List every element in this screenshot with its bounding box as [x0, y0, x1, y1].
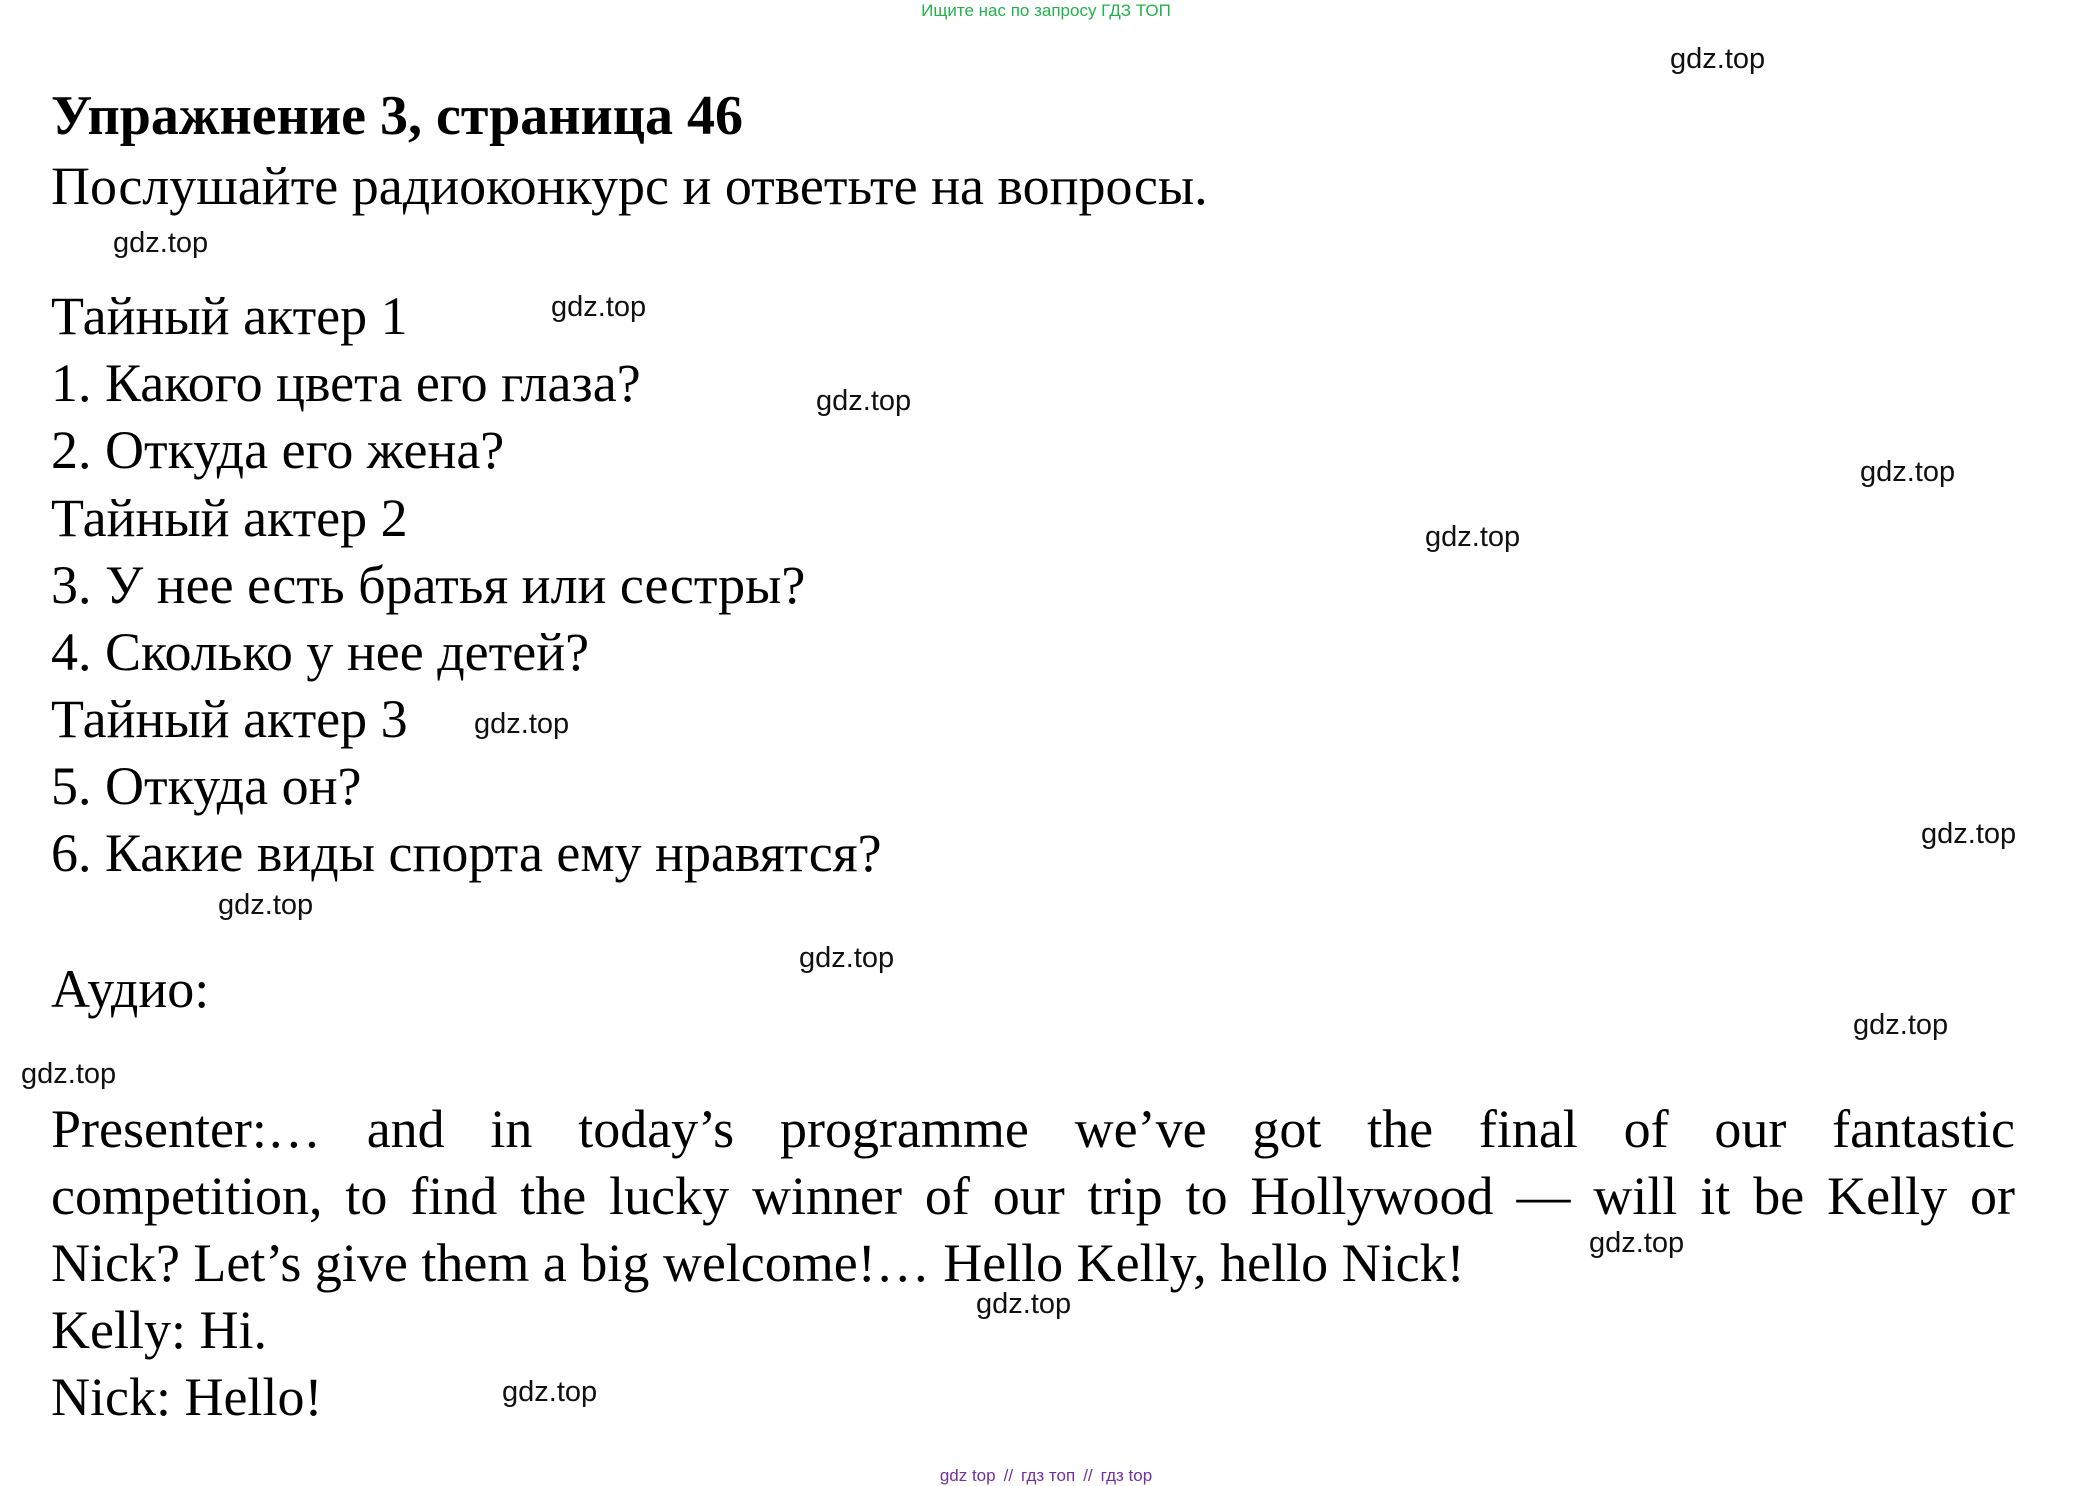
watermark: gdz.top [1589, 1227, 1685, 1259]
footer-part-2: гдз топ [1021, 1466, 1076, 1485]
watermark: gdz.top [551, 291, 647, 323]
question-4: 4. Сколько у нее детей? [51, 622, 590, 682]
kelly-line: Kelly: Hi. [51, 1300, 267, 1360]
watermark: gdz.top [1670, 43, 1766, 75]
footer-separator: // [1003, 1466, 1014, 1485]
footer-separator: // [1083, 1466, 1093, 1485]
watermark: gdz.top [218, 889, 314, 921]
watermark: gdz.top [21, 1058, 117, 1090]
watermark: gdz.top [799, 942, 895, 974]
question-3: 3. У нее есть братья или сестры? [51, 555, 806, 615]
question-5: 5. Откуда он? [51, 756, 362, 816]
watermark: gdz.top [1860, 456, 1956, 488]
audio-transcript [51, 1096, 2015, 1431]
question-6: 6. Какие виды спорта ему нравятся? [51, 823, 882, 883]
audio-label: Аудио: [51, 959, 210, 1019]
watermark: gdz.top [502, 1376, 598, 1408]
top-banner: Ищите нас по запросу ГДЗ ТОП [921, 1, 1171, 20]
watermark: gdz.top [816, 385, 912, 417]
nick-line: Nick: Hello! [51, 1367, 323, 1427]
watermark: gdz.top [1425, 521, 1521, 553]
presenter-line-1: Presenter:… and in today’s programme we’ve got the final of our fantastic [51, 1099, 2015, 1159]
watermark: gdz.top [1853, 1009, 1949, 1041]
footer-watermark [0, 1466, 2092, 1486]
question-1: 1. Какого цвета его глаза? [51, 353, 641, 413]
secret-actor-1-heading: Тайный актер 1 [51, 286, 408, 346]
footer-part-3: гдз top [1100, 1466, 1153, 1485]
watermark: gdz.top [113, 227, 209, 259]
presenter-line-2: competition, to find the lucky winner of our trip to Hollywood — will it be Kelly or [51, 1166, 2015, 1226]
question-2: 2. Откуда его жена? [51, 420, 505, 480]
watermark: gdz.top [976, 1288, 1072, 1320]
secret-actor-2-heading: Тайный актер 2 [51, 488, 408, 548]
secret-actor-3-heading: Тайный актер 3 [51, 689, 408, 749]
instruction: Послушайте радиоконкурс и ответьте на вопросы. [51, 156, 1208, 216]
footer-part-1: gdz top [939, 1466, 996, 1485]
watermark: gdz.top [474, 708, 570, 740]
watermark: gdz.top [1921, 818, 2017, 850]
exercise-title: Упражнение 3, страница 46 [51, 85, 744, 147]
presenter-line-3: Nick? Let’s give them a big welcome!… Hello Kelly, hello Nick! [51, 1233, 1465, 1293]
